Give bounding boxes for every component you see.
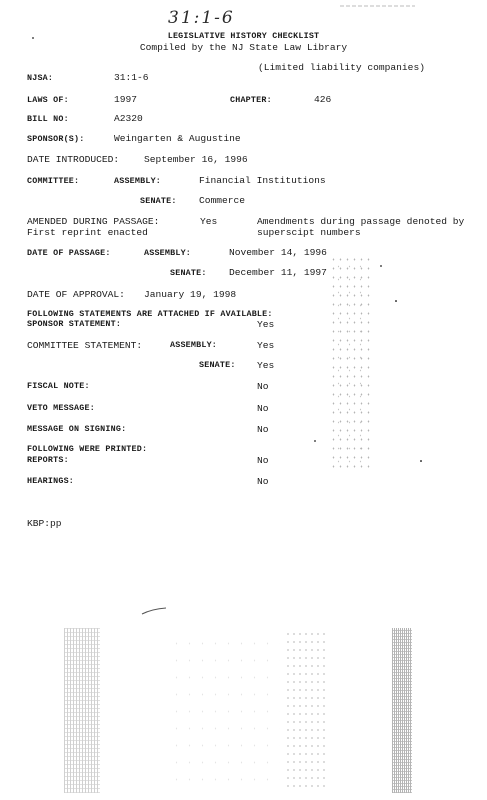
sponsor-statement-label: SPONSOR STATEMENT: <box>27 319 122 329</box>
hearings-label: HEARINGS: <box>27 476 75 486</box>
date-of-approval-value: January 19, 1998 <box>144 289 237 300</box>
njsa-label: NJSA: <box>27 73 54 83</box>
committee-statement-senate-value: Yes <box>257 360 275 371</box>
committee-assembly-label: ASSEMBLY: <box>114 176 162 186</box>
amended-sub-note: First reprint enacted <box>27 227 148 238</box>
scan-speck <box>32 37 34 39</box>
veto-message-label: VETO MESSAGE: <box>27 403 95 413</box>
fiscal-note-value: No <box>257 381 269 392</box>
date-introduced-label: DATE INTRODUCED: <box>27 154 120 165</box>
date-of-passage-label: DATE OF PASSAGE: <box>27 248 111 258</box>
reports-label: REPORTS: <box>27 455 69 465</box>
veto-message-value: No <box>257 403 269 414</box>
chapter-value: 426 <box>314 94 332 105</box>
document-topic: (Limited liability companies) <box>258 62 425 73</box>
sponsors-label: SPONSOR(S): <box>27 134 85 144</box>
committee-statement-label: COMMITTEE STATEMENT: <box>27 340 143 351</box>
committee-statement-assembly-label: ASSEMBLY: <box>170 340 218 350</box>
document-title: LEGISLATIVE HISTORY CHECKLIST <box>167 31 320 41</box>
document-subtitle: Compiled by the NJ State Law Library <box>139 42 348 53</box>
reports-value: No <box>257 455 269 466</box>
bill-no-value: A2320 <box>114 113 143 124</box>
laws-of-value: 1997 <box>114 94 138 105</box>
passage-senate-label: SENATE: <box>170 268 207 278</box>
fiscal-note-label: FISCAL NOTE: <box>27 381 90 391</box>
amended-note-line2: superscipt numbers <box>257 227 361 238</box>
laws-of-label: LAWS OF: <box>27 95 69 105</box>
following-statements-label: FOLLOWING STATEMENTS ARE ATTACHED IF AVAILABLE: <box>27 309 273 319</box>
scan-noise-band-center <box>285 630 325 790</box>
scan-noise-top-rule <box>340 4 420 8</box>
hearings-value: No <box>257 476 269 487</box>
scan-noise-band-left <box>64 628 100 793</box>
passage-assembly-value: November 14, 1996 <box>229 247 327 258</box>
scan-speck <box>420 460 422 462</box>
message-on-signing-label: MESSAGE ON SIGNING: <box>27 424 127 434</box>
committee-senate-value: Commerce <box>199 195 246 206</box>
committee-label: COMMITTEE: <box>27 176 80 186</box>
amended-note-line1: Amendments during passage denoted by <box>257 216 465 227</box>
initials: KBP:pp <box>27 518 62 529</box>
message-on-signing-value: No <box>257 424 269 435</box>
scan-speck <box>380 265 382 267</box>
passage-assembly-label: ASSEMBLY: <box>144 248 192 258</box>
handwritten-annotation: 31:1-6 <box>168 8 235 28</box>
amended-value: Yes <box>200 216 218 227</box>
date-of-approval-label: DATE OF APPROVAL: <box>27 289 125 300</box>
committee-senate-label: SENATE: <box>140 196 177 206</box>
scan-noise-band-faint <box>170 635 280 785</box>
amended-label: AMENDED DURING PASSAGE: <box>27 216 160 227</box>
scan-noise-stroke <box>140 605 170 617</box>
committee-assembly-value: Financial Institutions <box>199 175 326 186</box>
bill-no-label: BILL NO: <box>27 114 69 124</box>
committee-statement-assembly-value: Yes <box>257 340 275 351</box>
date-introduced-value: September 16, 1996 <box>144 154 248 165</box>
scan-speck <box>395 300 397 302</box>
following-printed-label: FOLLOWING WERE PRINTED: <box>27 444 148 454</box>
sponsors-value: Weingarten & Augustine <box>114 133 241 144</box>
scan-noise-right-column <box>330 255 370 470</box>
scan-noise-band-right <box>392 628 412 793</box>
sponsor-statement-value: Yes <box>257 319 275 330</box>
passage-senate-value: December 11, 1997 <box>229 267 327 278</box>
committee-statement-senate-label: SENATE: <box>199 360 236 370</box>
scan-speck <box>314 440 316 442</box>
chapter-label: CHAPTER: <box>230 95 272 105</box>
njsa-value: 31:1-6 <box>114 72 149 83</box>
